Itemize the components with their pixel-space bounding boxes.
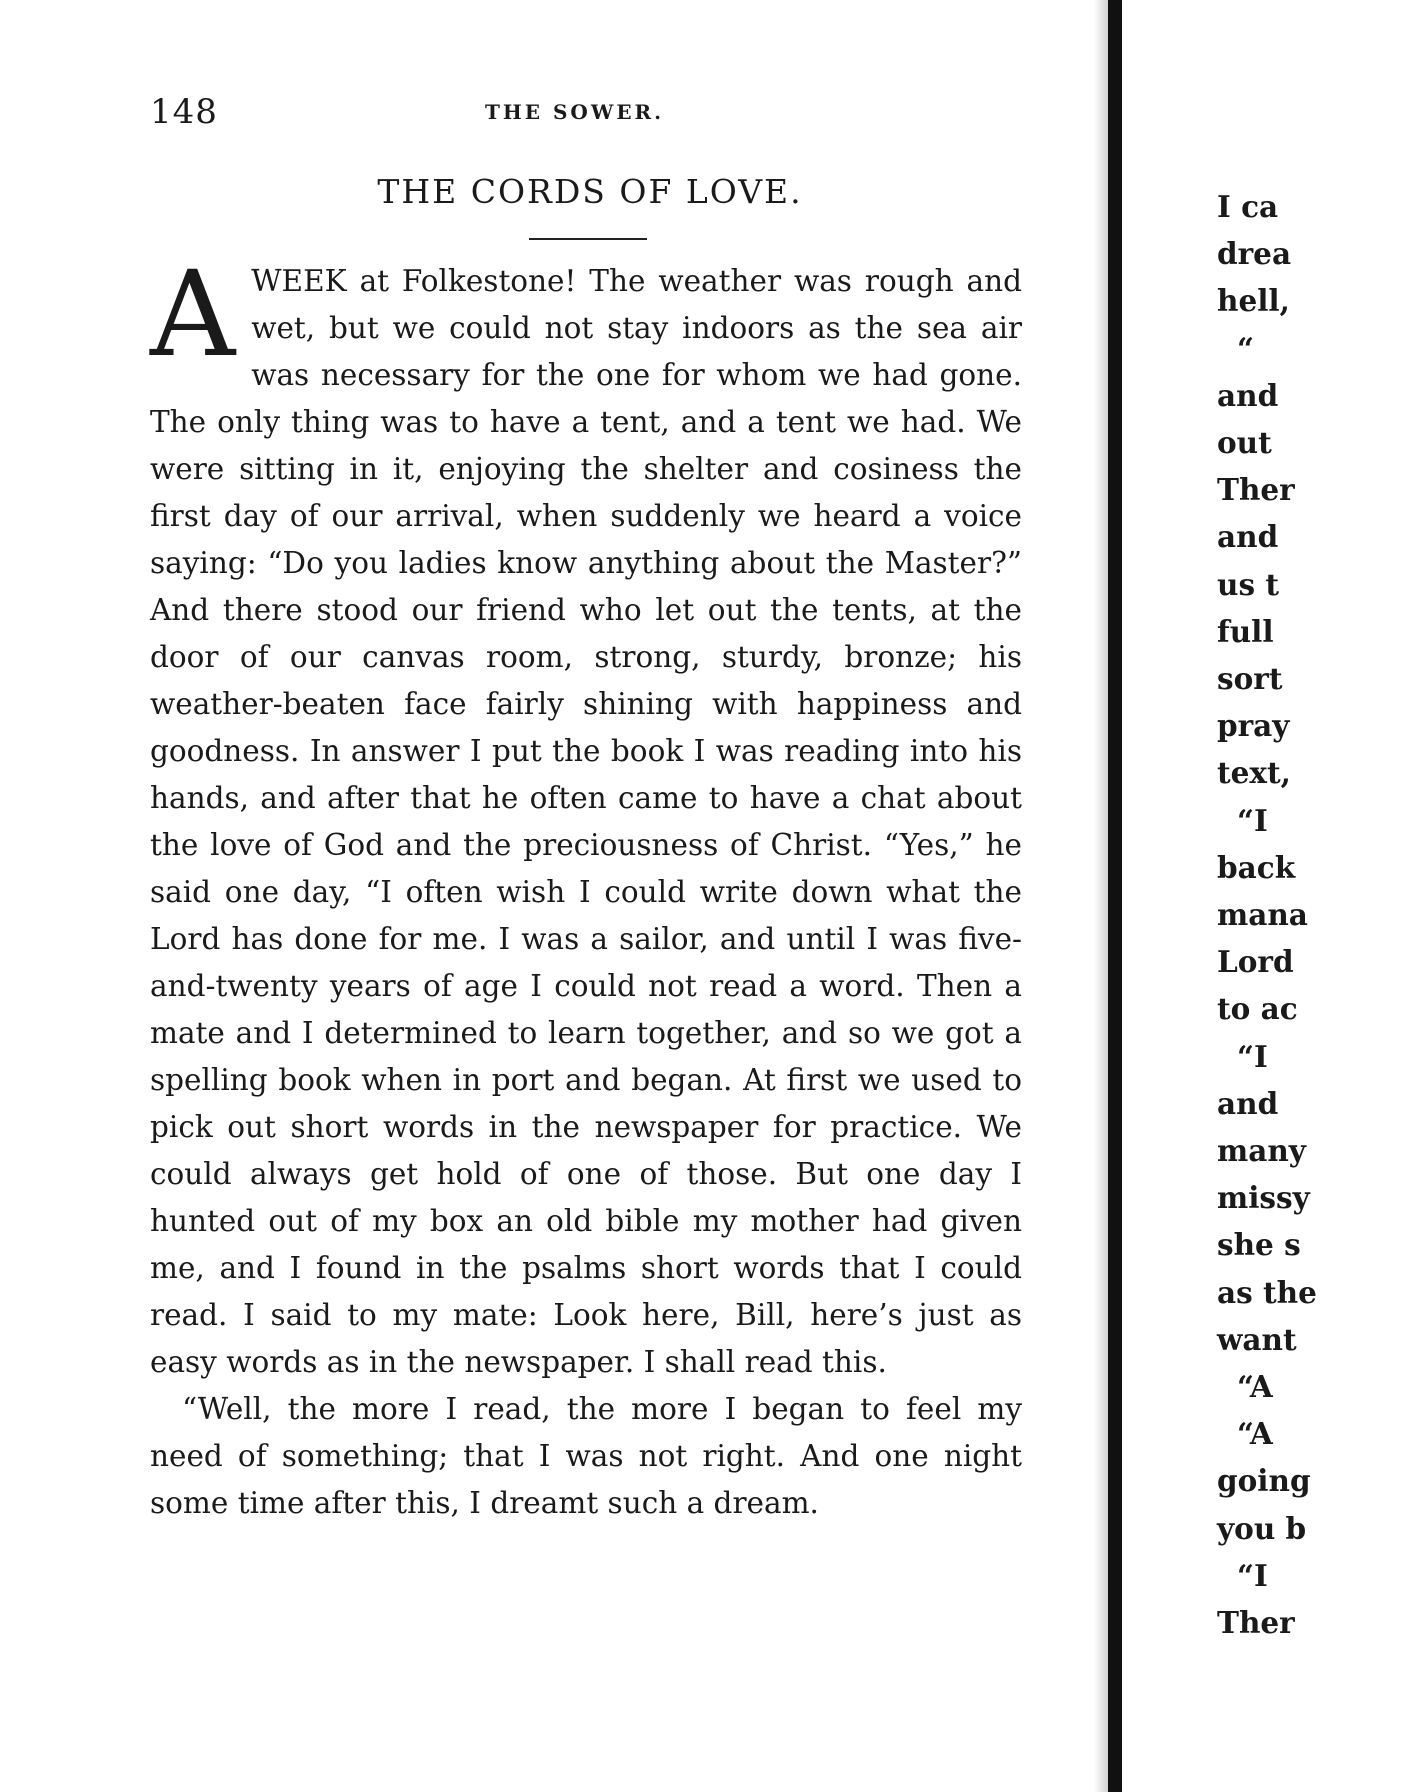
right-line: as the — [1217, 1274, 1317, 1310]
right-line: drea — [1217, 236, 1292, 272]
right-line: pray — [1217, 708, 1290, 744]
right-line: going — [1217, 1463, 1311, 1499]
right-line: Ther — [1217, 1605, 1295, 1641]
right-line: text, — [1217, 755, 1291, 791]
right-line: Lord — [1217, 944, 1294, 980]
right-line: sort — [1217, 661, 1283, 697]
right-line: want — [1217, 1321, 1297, 1357]
right-line: missy — [1217, 1180, 1310, 1216]
right-line: Ther — [1217, 472, 1295, 508]
gutter-shadow — [1094, 0, 1108, 1792]
right-line: “A — [1237, 1416, 1273, 1452]
right-line: she s — [1217, 1227, 1301, 1263]
article-title: THE CORDS OF LOVE. — [377, 172, 803, 211]
right-line: hell, — [1217, 283, 1290, 319]
right-line: out — [1217, 425, 1272, 461]
right-line: “I — [1237, 1557, 1268, 1593]
running-title: THE SOWER. — [485, 100, 665, 124]
right-line: to ac — [1217, 991, 1298, 1027]
right-page-text — [1217, 183, 1417, 1646]
right-line: “I — [1237, 1038, 1268, 1074]
right-page — [1122, 0, 1317, 1792]
right-line: back — [1217, 849, 1296, 885]
right-line: “I — [1237, 802, 1268, 838]
page-number: 148 — [150, 92, 218, 132]
right-line: us t — [1217, 566, 1279, 602]
paragraph-2: “Well, the more I read, the more I began to feel my need of something; that I was not right. And one night some time after this, I dreamt such a dream. — [150, 1392, 1022, 1520]
right-line: you b — [1217, 1510, 1307, 1546]
right-line: many — [1217, 1133, 1306, 1169]
title-rule — [529, 238, 647, 240]
right-line: full — [1217, 613, 1274, 649]
right-line: “ — [1237, 330, 1254, 366]
running-head — [150, 92, 1030, 132]
article-body — [150, 245, 1022, 1527]
paragraph-1-text: WEEK at Folkestone! The weather was rough and wet, but we could not stay indoors as the sea air was necessary for the one for whom we had gone. The only thing was to have a tent, and a tent we had. We were sitting in it, enjoying the shelter and cosiness the first day of our arrival, when suddenly we heard a voice saying: “Do you ladies know anything about the Master?” And there stood our friend who let out the tents, at the door of our canvas room, strong, sturdy, bronze; his weather-beaten face fairly shining with happiness and goodness. In answer I put the book I was reading into his hands, and after that he often came to have a chat about the love of God and the preciousness of Christ. “Yes,” he said one day, “I often wish I could write down what the Lord has done for me. I was a sailor, and until I was five-and-twenty years of age I could not read a word. Then a mate and I determined to learn together, and so we got a spelling book when in port and began. At first we used to pick out short words in the newspaper for practice. We could always get hold of one of those. But one day I hunted out of my box an old bible my mother had given me, and I found in the psalms short words that I could read. I said to my mate: Look here, Bill, here’s just as easy words as in the newspaper. I shall read this. — [150, 264, 1022, 1379]
book-gutter — [1108, 0, 1122, 1792]
paragraph-1 — [150, 245, 1022, 1386]
right-line: “A — [1237, 1369, 1273, 1405]
right-line: and — [1217, 519, 1279, 555]
right-line: and — [1217, 377, 1279, 413]
right-line: I ca — [1217, 189, 1279, 224]
drop-cap: A — [150, 245, 236, 383]
right-line: mana — [1217, 897, 1308, 933]
right-line: and — [1217, 1085, 1279, 1121]
